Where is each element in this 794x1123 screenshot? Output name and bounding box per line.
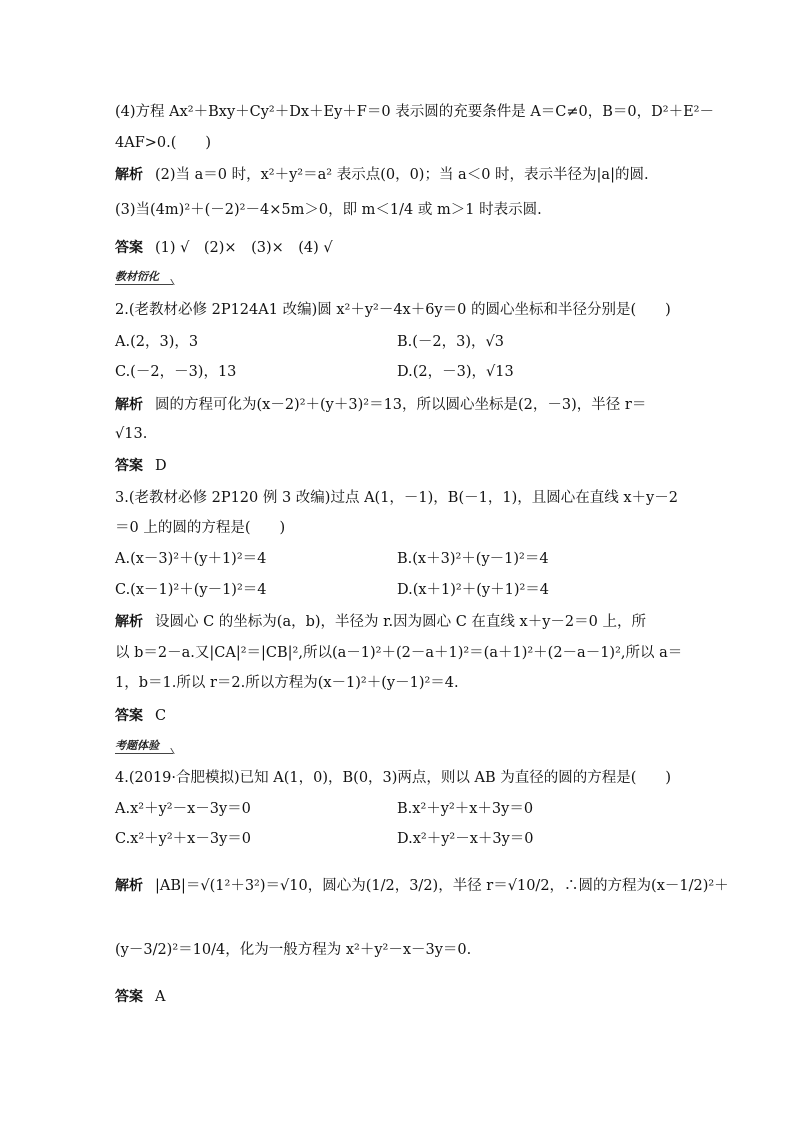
q3-analysis: [115, 612, 646, 632]
q4-option-d: D.x²＋y²－x＋3y＝0: [397, 831, 534, 847]
answer-label: 答案: [115, 708, 143, 724]
analysis-label: 解析: [115, 878, 143, 894]
q4-option-c: C.x²＋y²＋x－3y＝0: [115, 831, 252, 847]
q2-answer: [115, 456, 167, 476]
q4-statement: 4.(2019·合肥模拟)已知 A(1，0)，B(0，3)两点，则以 AB 为直径的圆的方程是( ): [115, 770, 672, 786]
q3-option-a: A.(x－3)²＋(y＋1)²＝4: [115, 551, 267, 567]
analysis-text: 设圆心 C 的坐标为(a，b)，半径为 r.因为圆心 C 在直线 x＋y－2＝0 上，所: [155, 614, 646, 630]
q2-option-c: C.(－2，－3)，13: [115, 364, 237, 380]
q3-answer: [115, 706, 166, 726]
answer-text: (1) √ (2)× (3)× (4) √: [155, 240, 333, 256]
q4-answer: [115, 987, 165, 1007]
q4-analysis: [115, 876, 729, 896]
q3-statement-line2: ＝0 上的圆的方程是( ): [115, 520, 286, 536]
answer-label: 答案: [115, 240, 143, 256]
q3-analysis-line2: 以 b＝2－a.又|CA|²＝|CB|²,所以(a－1)²＋(2－a＋1)²＝(a＋1)²＋(2－a－1)²,所以 a＝: [115, 645, 683, 661]
q2-option-d: D.(2，－3)，√13: [397, 364, 514, 380]
answer-text: D: [155, 458, 167, 474]
section-tag-textbook: 教材衍化: [115, 268, 173, 285]
analysis-2: (3)当(4m)²＋(－2)²－4×5m＞0，即 m＜1/4 或 m＞1 时表示圆.: [115, 202, 542, 218]
answer-label: 答案: [115, 458, 143, 474]
answer-label: 答案: [115, 989, 143, 1005]
analysis-text: |AB|＝√(1²＋3²)＝√10，圆心为(1/2，3/2)，半径 r＝√10/2，∴圆的方程为(x－1/2)²＋: [155, 878, 729, 894]
q3-statement-line1: 3.(老教材必修 2P120 例 3 改编)过点 A(1，－1)，B(－1，1)，且圆心在直线 x＋y－2: [115, 490, 678, 506]
q2-analysis: [115, 395, 646, 415]
section-tag-exam: 考题体验: [115, 737, 173, 754]
analysis-label: 解析: [115, 397, 143, 413]
q4-option-b: B.x²＋y²＋x＋3y＝0: [397, 801, 534, 817]
q2-option-a: A.(2，3)，3: [115, 334, 199, 350]
q2-option-b: B.(－2，3)，√3: [397, 334, 504, 350]
q3-option-c: C.(x－1)²＋(y－1)²＝4: [115, 582, 267, 598]
analysis-text: (2)当 a＝0 时，x²＋y²＝a² 表示点(0，0)；当 a＜0 时，表示半径为|a|的圆.: [155, 167, 649, 183]
answer-text: A: [155, 989, 166, 1005]
analysis-label: 解析: [115, 614, 143, 630]
q3-option-d: D.(x＋1)²＋(y＋1)²＝4: [397, 582, 550, 598]
q2-statement: 2.(老教材必修 2P124A1 改编)圆 x²＋y²－4x＋6y＝0 的圆心坐标和半径分别是( ): [115, 302, 671, 318]
analysis-text: 圆的方程可化为(x－2)²＋(y＋3)²＝13，所以圆心坐标是(2，－3)，半径 r＝: [155, 397, 647, 413]
q4-option-a: A.x²＋y²－x－3y＝0: [115, 801, 251, 817]
analysis-label: 解析: [115, 167, 143, 183]
answer-text: C: [155, 708, 167, 724]
q2-analysis-line2: √13.: [115, 426, 148, 442]
q3-analysis-line3: 1，b＝1.所以 r＝2.所以方程为(x－1)²＋(y－1)²＝4.: [115, 675, 459, 691]
q4-statement-line1: (4)方程 Ax²＋Bxy＋Cy²＋Dx＋Ey＋F＝0 表示圆的充要条件是 A＝C≠0，B＝0，D²＋E²－: [115, 104, 714, 120]
q4-statement-line2: 4AF>0.( ): [115, 135, 212, 151]
q3-option-b: B.(x＋3)²＋(y－1)²＝4: [397, 551, 549, 567]
answer-1: [115, 238, 333, 258]
q4-analysis-line2: (y－3/2)²＝10/4，化为一般方程为 x²＋y²－x－3y＝0.: [115, 942, 472, 958]
analysis-1: [115, 165, 649, 185]
